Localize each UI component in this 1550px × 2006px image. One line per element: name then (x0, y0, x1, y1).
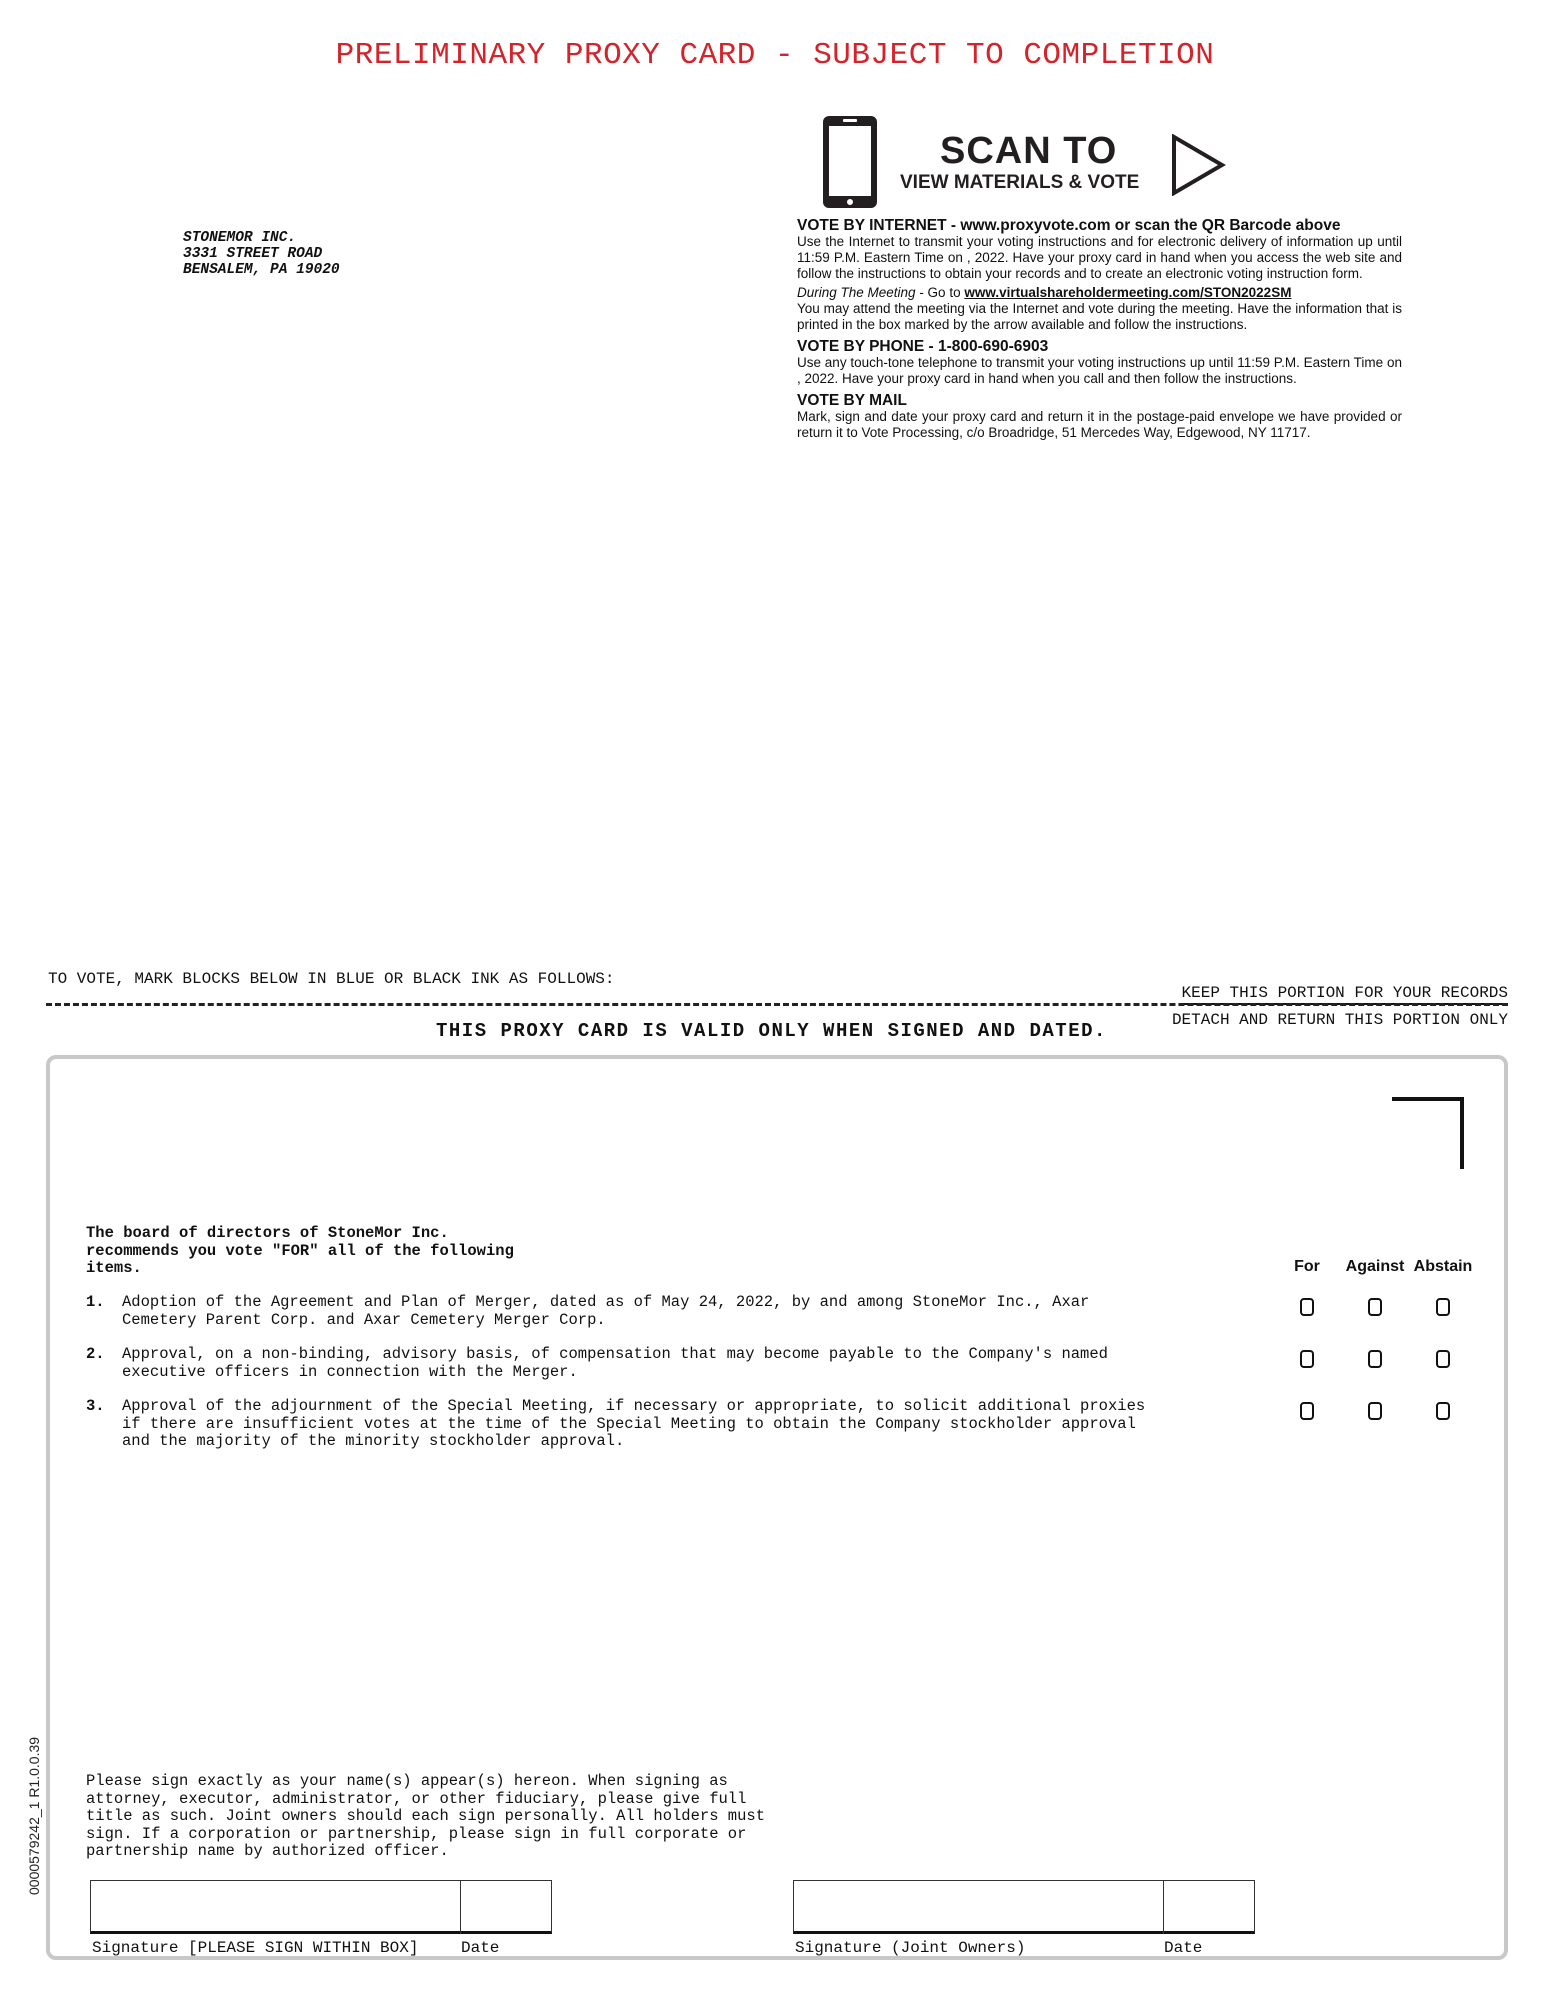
joint-signature-box[interactable] (793, 1880, 1255, 1934)
during-meeting-text: You may attend the meeting via the Internet and vote during the meeting. Have the information that is printed in the box marked by the arrow available and follow the instructions. (797, 301, 1402, 332)
smartphone-icon (820, 114, 880, 210)
proposal-item (86, 1294, 1146, 1329)
keep-portion-label: KEEP THIS PORTION FOR YOUR RECORDS (1182, 984, 1508, 1005)
detach-portion-label: DETACH AND RETURN THIS PORTION ONLY (1171, 1011, 1508, 1029)
signature-date-divider (460, 1880, 461, 1934)
proposal-1-against-checkbox[interactable] (1368, 1298, 1382, 1316)
signature-label: Signature [PLEASE SIGN WITHIN BOX] (92, 1939, 419, 1957)
proposal-3-for-checkbox[interactable] (1300, 1402, 1314, 1420)
proposal-number: 1. (86, 1293, 105, 1311)
proposal-1-abstain-checkbox[interactable] (1436, 1298, 1450, 1316)
proposal-text: Approval of the adjournment of the Special Meeting, if necessary or appropriate, to solicit additional proxies if there are insufficient votes at the time of the Special Meeting to obtain the Company stockholder approval and the majority of the minority stockholder approval. (122, 1397, 1146, 1450)
control-code: 0000579242_1 R1.0.0.39 (26, 1736, 42, 1895)
signature-box[interactable] (90, 1880, 552, 1934)
to-vote-instruction: TO VOTE, MARK BLOCKS BELOW IN BLUE OR BLACK INK AS FOLLOWS: (48, 970, 615, 988)
vote-internet-text: Use the Internet to transmit your voting instructions and for electronic delivery of information up until 11:59 P.M. Eastern Time on , 2022. Have your proxy card in hand when you access the web site and follow the instructions to obtain your records and to create an electronic voting instruction form. (797, 234, 1402, 281)
proposal-3-abstain-checkbox[interactable] (1436, 1402, 1450, 1420)
proposal-text: Adoption of the Agreement and Plan of Merger, dated as of May 24, 2022, by and among StoneMor Inc., Axar Cemetery Parent Corp. and Axar Cemetery Merger Corp. (122, 1293, 1090, 1329)
vote-internet-heading: VOTE BY INTERNET - www.proxyvote.com or scan the QR Barcode above (797, 217, 1341, 234)
board-recommendation: The board of directors of StoneMor Inc. recommends you vote "FOR" all of the following items. (86, 1224, 514, 1277)
joint-signature-date-divider (1163, 1880, 1164, 1934)
valid-notice: THIS PROXY CARD IS VALID ONLY WHEN SIGNED AND DATED. (436, 1020, 1107, 1042)
vote-phone-heading: VOTE BY PHONE - 1-800-690-6903 (797, 338, 1049, 355)
vote-phone-text: Use any touch-tone telephone to transmit your voting instructions up until 11:59 P.M. Eastern Time on , 2022. Have your proxy card in hand when you call and then follow the instructions. (797, 355, 1402, 386)
address-line: BENSALEM, PA 19020 (183, 262, 340, 278)
joint-signature-label: Signature (Joint Owners) (795, 1939, 1026, 1957)
proposal-2-abstain-checkbox[interactable] (1436, 1350, 1450, 1368)
detach-dashed-line (46, 1003, 1508, 1006)
scan-title: SCAN TO (940, 130, 1118, 172)
proposal-1-for-checkbox[interactable] (1300, 1298, 1314, 1316)
proposal-text: Approval, on a non-binding, advisory basis, of compensation that may become payable to the Company's named executive officers in connection with the Merger. (122, 1345, 1108, 1381)
during-meeting-line (797, 285, 1402, 301)
during-meeting-goto: - Go to (915, 285, 965, 300)
vote-mail-heading: VOTE BY MAIL (797, 392, 907, 409)
meeting-url-link[interactable]: www.virtualshareholdermeeting.com/STON2022SM (964, 285, 1292, 300)
address-line: 3331 STREET ROAD (183, 246, 323, 262)
joint-date-label: Date (1164, 1939, 1203, 1957)
scan-subtitle: VIEW MATERIALS & VOTE (900, 172, 1140, 193)
proposal-item (86, 1398, 1146, 1451)
voting-instructions (797, 218, 1402, 441)
scan-to-vote-block (820, 114, 1240, 214)
proposal-3-against-checkbox[interactable] (1368, 1402, 1382, 1420)
column-abstain: Abstain (1413, 1258, 1473, 1275)
column-for: For (1294, 1258, 1320, 1275)
corner-mark (1392, 1097, 1464, 1169)
address-line: STONEMOR INC. (183, 230, 297, 246)
date-label: Date (461, 1939, 500, 1957)
proposal-2-against-checkbox[interactable] (1368, 1350, 1382, 1368)
during-meeting-label: During The Meeting (797, 285, 916, 300)
preliminary-banner: PRELIMINARY PROXY CARD - SUBJECT TO COMPLETION (335, 38, 1215, 73)
vote-mail-text: Mark, sign and date your proxy card and return it in the postage-paid envelope we have provided or return it to Vote Processing, c/o Broadridge, 51 Mercedes Way, Edgewood, NY 11717. (797, 409, 1402, 440)
proposal-2-for-checkbox[interactable] (1300, 1350, 1314, 1368)
mailing-address (183, 230, 340, 278)
proposal-number: 2. (86, 1345, 105, 1363)
proposal-item (86, 1346, 1146, 1381)
play-arrow-icon (1170, 134, 1226, 196)
proposal-number: 3. (86, 1397, 105, 1415)
signing-instructions: Please sign exactly as your name(s) appear(s) hereon. When signing as attorney, executor, administrator, or other fiduciary, please give full title as such. Joint owners should each sign personally. All holders must sign. If a corporation or partnership, please sign in full corporate or partnership name by authorized officer. (86, 1772, 766, 1860)
column-against: Against (1345, 1258, 1405, 1275)
